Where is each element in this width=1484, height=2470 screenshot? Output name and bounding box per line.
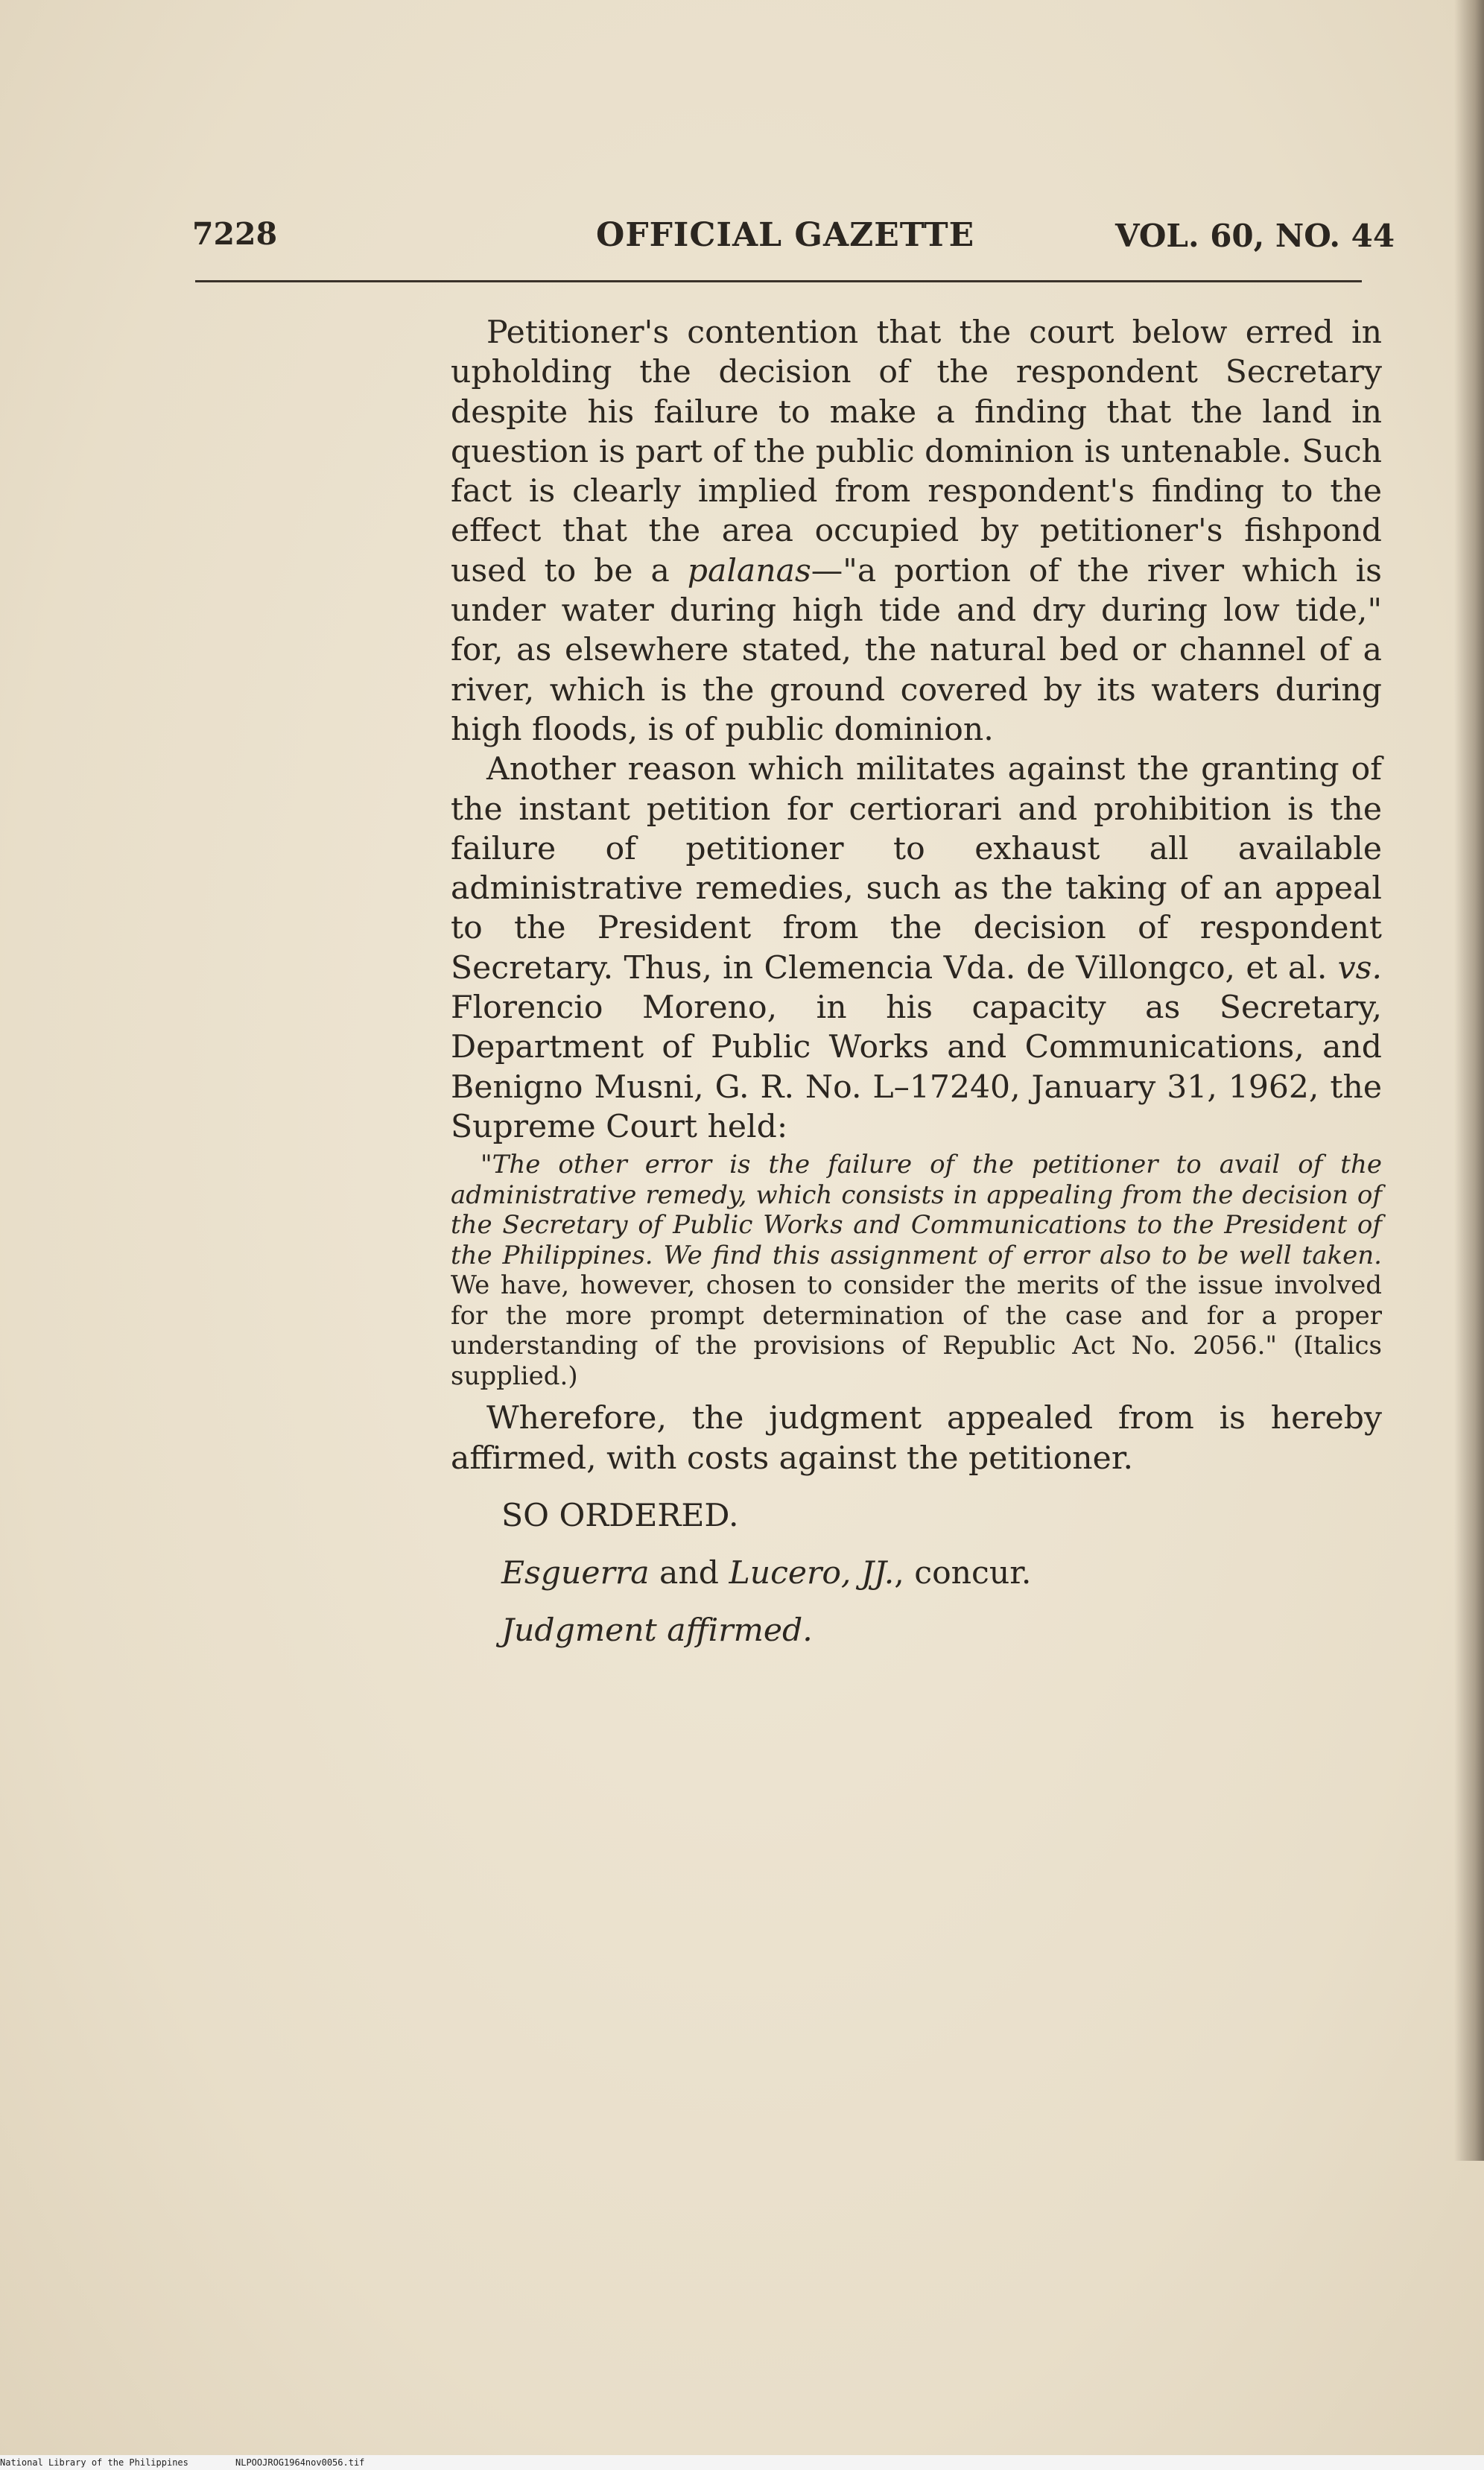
judgment-affirmed: Judgment affirmed. [501,1612,813,1650]
scan-footer [0,2455,1484,2470]
article-body [451,313,1382,1651]
paragraph-1 [451,313,1382,750]
page-edge-shadow [1454,0,1484,2161]
justice-lucero: Lucero, JJ. [729,1555,895,1592]
concur-and: and [649,1555,729,1592]
so-ordered: SO ORDERED. [501,1497,739,1534]
quote-roman-text: We have, however, chosen to consider the merits of the issue involved for the more prompt determination of the case and for a proper understanding of the provisions of Republic Act No. 2056." (Italics supplied.) [451,1270,1382,1391]
header-rule [195,280,1362,282]
block-quote [451,1150,1382,1391]
judgment-line [451,1611,1382,1650]
concur-rest: , concur. [894,1555,1032,1592]
paragraph-2 [451,750,1382,1147]
paragraph-1-text-cont: —"a portion of the river which is under water during high tide and dry during low tide," for, as elsewhere stated, the natural bed or channel of a river, which is the ground covered by its waters during high floods, is of public dominion. [451,552,1382,748]
paragraph-1-text: Petitioner's contention that the court below erred in upholding the decision of the respondent Secretary despite his failure to make a finding that the land in question is part of the public dominion is untenable. Such fact is clearly implied from respondent's finding to the effect that the area occupied by petitioner's fishpond used to be a [451,314,1382,589]
publication-title: OFFICIAL GAZETTE [596,216,975,254]
library-credit: National Library of the Philippines [0,2457,188,2468]
versus-term: vs. [1337,949,1382,987]
palanas-term: palanas [687,552,811,589]
paragraph-2-text-cont: Florencio Moreno, in his capacity as Secretary, Department of Public Works and Communications, and Benigno Musni, G. R. No. L–17240, January 31, 1962, the Supreme Court held: [451,989,1382,1145]
paragraph-2-text: Another reason which militates against the granting of the instant petition for certiorari and prohibition is the failure of petitioner to exhaust all available administrative remedies, such as the taking of an appeal to the President from the decision of respondent Secretary. Thus, in Clemencia Vda. de Villongco, et al. [451,751,1382,987]
volume-label: VOL. 60, NO. 44 [1115,218,1395,254]
scan-filename: NLPOOJROG1964nov0056.tif [235,2457,365,2468]
paragraph-3: Wherefore, the judgment appealed from is hereby affirmed, with costs against the petitioner. [451,1400,1382,1477]
concurrence [451,1554,1382,1593]
quote-italic-text: "The other error is the failure of the petitioner to avail of the administrative remedy, which consists in appealing from the decision of the Secretary of Public Works and Communications to the President of the Philippines. We find this assignment of error also to be well taken. [451,1150,1382,1270]
page-number: 7228 [192,216,278,252]
justice-esguerra: Esguerra [501,1555,650,1592]
page-header [0,216,1484,276]
